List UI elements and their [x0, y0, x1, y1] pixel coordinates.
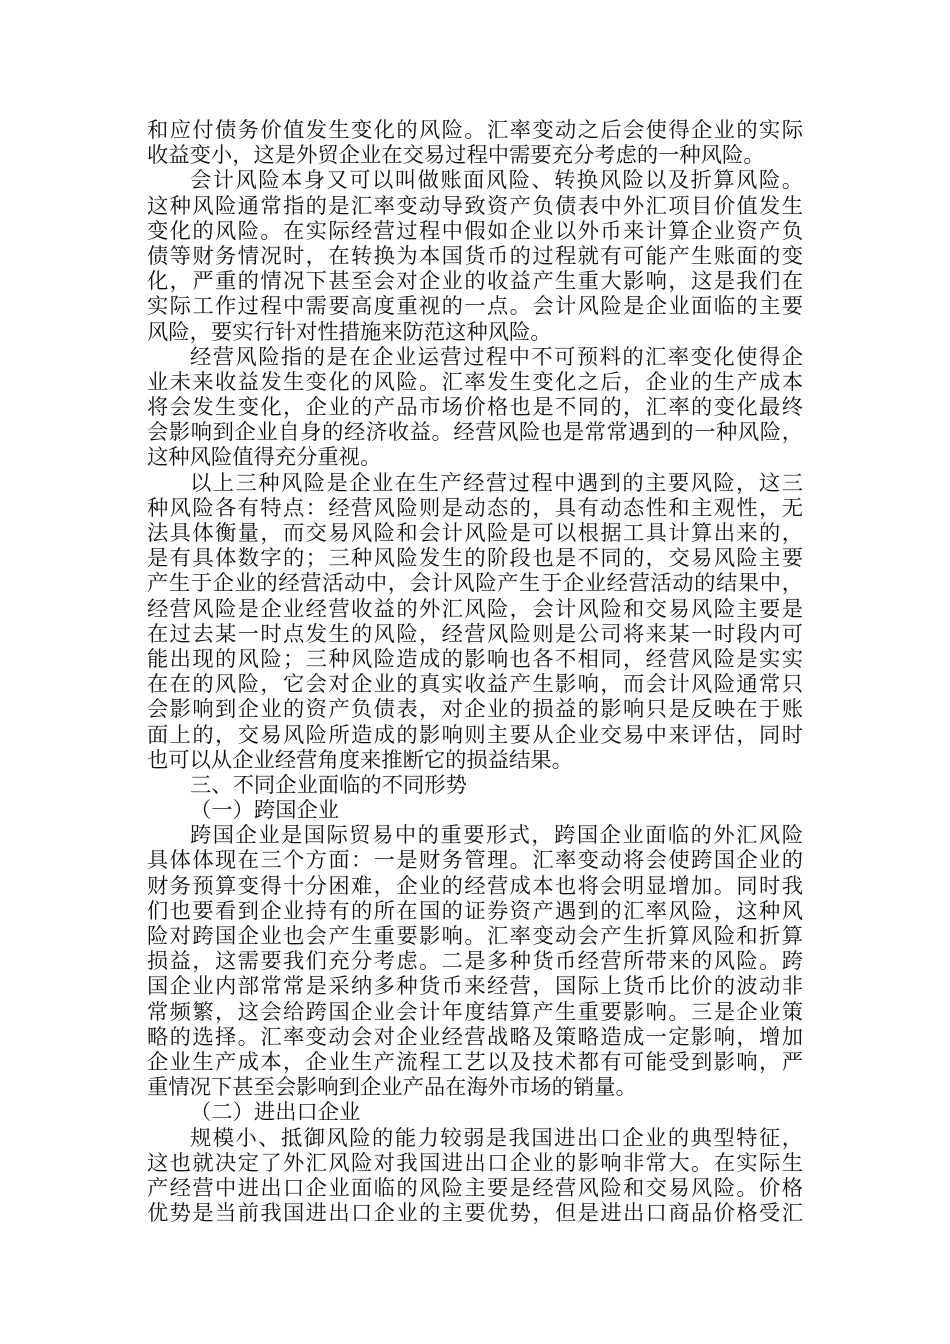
text-line: 这也就决定了外汇风险对我国进出口企业的影响非常大。在实际生 [147, 1150, 803, 1176]
paragraph [147, 118, 803, 168]
text-line: 会计风险本身又可以叫做账面风险、转换风险以及折算风险。 [190, 168, 803, 194]
text-line: 种风险各有特点：经营风险则是动态的，具有动态性和主观性，无 [147, 495, 803, 521]
text-line: 是有具体数字的；三种风险发生的阶段也是不同的，交易风险主要 [147, 546, 803, 572]
text-line: 会影响到企业的资产负债表，对企业的损益的影响只是反映在于账 [147, 697, 803, 723]
text-line: 和应付债务价值发生变化的风险。汇率变动之后会使得企业的实际 [147, 118, 803, 143]
paragraph [147, 471, 803, 773]
text-line: 国企业内部常常是采纳多种货币来经营，国际上货币比价的波动非 [147, 974, 803, 1000]
text-line: 常频繁，这会给跨国企业会计年度结算产生重要影响。三是企业策 [147, 999, 803, 1025]
text-line: 这种风险通常指的是汇率变动导致资产负债表中外汇项目价值发生 [147, 193, 803, 219]
text-line: 财务预算变得十分困难，企业的经营成本也将会明显增加。同时我 [147, 873, 803, 899]
text-line: 损益，这需要我们充分考虑。二是多种货币经营所带来的风险。跨 [147, 949, 803, 975]
paragraph [147, 168, 803, 344]
text-line: 变化的风险。在实际经营过程中假如企业以外币来计算企业资产负 [147, 218, 803, 244]
text-line: 在过去某一时点发生的风险，经营风险则是公司将来某一时段内可 [147, 621, 803, 647]
text-line: 风险，要实行针对性措施来防范这种风险。 [147, 319, 552, 345]
text-line: 这种风险值得充分重视。 [147, 445, 382, 471]
text-line: 经营风险是企业经营收益的外汇风险，会计风险和交易风险主要是 [147, 596, 803, 622]
text-line: 企业生产成本，企业生产流程工艺以及技术都有可能受到影响，严 [147, 1049, 803, 1075]
text-line: 具体体现在三个方面：一是财务管理。汇率变动将会使跨国企业的 [147, 848, 803, 874]
section-heading: （一）跨国企业 [190, 798, 340, 824]
text-line: 会影响到企业自身的经济收益。经营风险也是常常遇到的一种风险， [147, 420, 803, 446]
paragraph [147, 823, 803, 1100]
text-line: 将会发生变化，企业的产品市场价格也是不同的，汇率的变化最终 [147, 395, 803, 421]
text-line: 们也要看到企业持有的所在国的证券资产遇到的汇率风险，这种风 [147, 898, 803, 924]
text-line: 产经营中进出口企业面临的风险主要是经营风险和交易风险。价格 [147, 1175, 803, 1201]
text-line: 跨国企业是国际贸易中的重要形式，跨国企业面临的外汇风险 [190, 823, 803, 849]
text-line: 债等财务情况时，在转换为本国货币的过程就有可能产生账面的变 [147, 243, 803, 269]
text-line: 经营风险指的是在企业运营过程中不可预料的汇率变化使得企 [190, 344, 803, 370]
text-line: 法具体衡量，而交易风险和会计风险是可以根据工具计算出来的， [147, 521, 803, 546]
text-line: 也可以从企业经营角度来推断它的损益结果。 [147, 747, 573, 773]
section-heading: （二）进出口企业 [190, 1100, 361, 1126]
text-line: 在在的风险，它会对企业的真实收益产生影响，而会计风险通常只 [147, 672, 803, 698]
text-line: 能出现的风险；三种风险造成的影响也各不相同，经营风险是实实 [147, 646, 803, 672]
text-line: 险对跨国企业也会产生重要影响。汇率变动会产生折算风险和折算 [147, 924, 803, 949]
text-line: 业未来收益发生变化的风险。汇率发生变化之后，企业的生产成本 [147, 369, 803, 395]
text-line: 面上的，交易风险所造成的影响则主要从企业交易中来评估，同时 [147, 722, 803, 748]
text-line: 略的选择。汇率变动会对企业经营战略及策略造成一定影响，增加 [147, 1024, 803, 1050]
section-heading: 三、不同企业面临的不同形势 [190, 772, 467, 798]
text-line: 收益变小，这是外贸企业在交易过程中需要充分考虑的一种风险。 [147, 143, 765, 169]
text-line: 以上三种风险是企业在生产经营过程中遇到的主要风险，这三 [190, 470, 803, 496]
text-line: 产生于企业的经营活动中，会计风险产生于企业经营活动的结果中， [147, 571, 803, 597]
text-line: 实际工作过程中需要高度重视的一点。会计风险是企业面临的主要 [147, 294, 803, 320]
text-line: 规模小、抵御风险的能力较弱是我国进出口企业的典型特征， [190, 1125, 803, 1151]
text-line: 化，严重的情况下甚至会对企业的收益产生重大影响，这是我们在 [147, 269, 803, 295]
text-line: 优势是当前我国进出口企业的主要优势，但是进出口商品价格受汇 [147, 1201, 803, 1227]
paragraph [147, 1126, 803, 1227]
document-body [147, 118, 803, 1226]
text-line: 重情况下甚至会影响到企业产品在海外市场的销量。 [147, 1075, 637, 1101]
paragraph [147, 345, 803, 471]
